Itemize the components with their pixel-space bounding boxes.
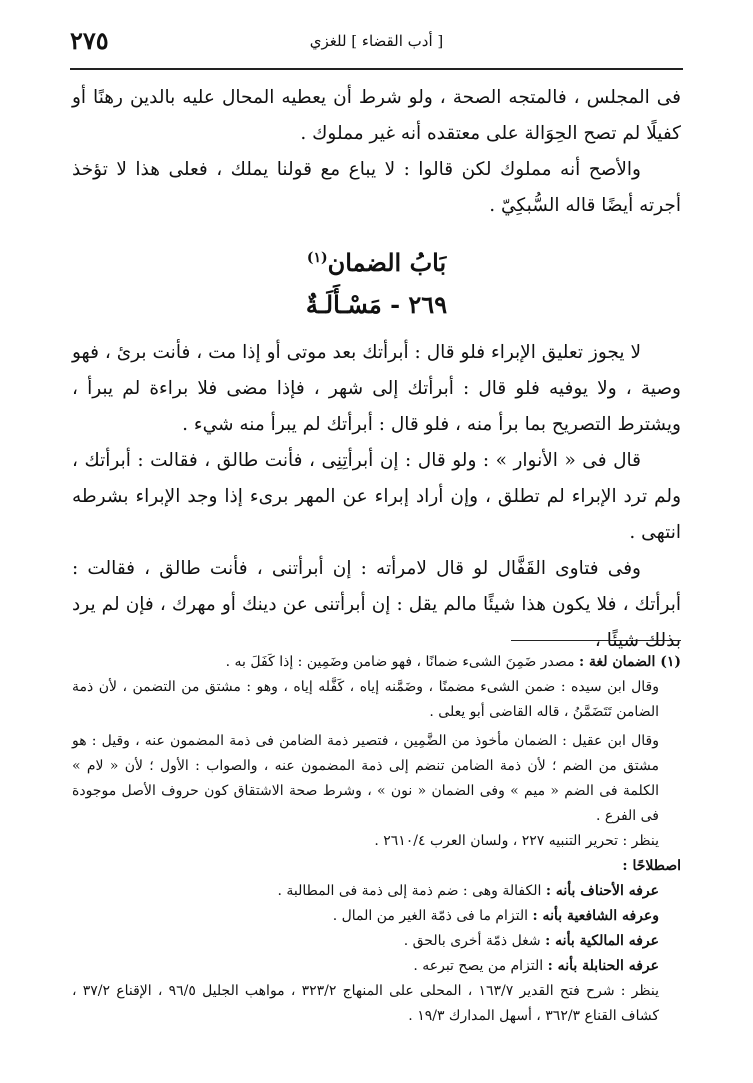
definition-2 bbox=[72, 904, 681, 929]
definition-2-text: التزام ما فى ذمّة الغير من المال . bbox=[332, 908, 529, 924]
definition-4-text: التزام من يصح تبرعه . bbox=[413, 958, 544, 974]
references: ينظر : شرح فتح القدير ١٦٣/٧ ، المحلى على المنهاج ٣٢٣/٢ ، مواهب الجليل ٩٦/٥ ، الإقناع ٣٧/٢ ، كشاف القناع ٣٦٢/٣ ، أسهل المدارك ١٩/٣ . bbox=[72, 983, 660, 1024]
definition-4 bbox=[72, 954, 681, 979]
paragraph-1: فى المجلس ، فالمتجه الصحة ، ولو شرط أن يعطيه المحال عليه بالدين رهنًا أو كفيلًا لم تصح الحِوَالة على معتقده أنه غير مملوك . bbox=[72, 87, 681, 144]
definition-3-text: شغل ذمّة أخرى بالحق . bbox=[403, 933, 541, 949]
footnote-3: وقال ابن عقيل : الضمان مأخوذ من الضَّمِين ، فتصير ذمة الضامن فى ذمة المضمون عنه ، وقيل : هو مشتق من الضم ؛ لأن ذمة الضامن تنضم إلى ذمة المضمون عنه ، والصواب : الأول ؛ لأن « لام » الكلمة فى الضم « ميم » وفى الضمان « نون » ، وشرط صحة الاشتقاق كون حروف الأصل موجودة فى الفرع . bbox=[72, 733, 659, 824]
section-title: بَابُ الضمان bbox=[327, 248, 447, 277]
running-title: [ أدب القضاء ] للغزي bbox=[309, 32, 444, 50]
footnote-5-label: اصطلاحًا : bbox=[622, 858, 681, 874]
footnotes bbox=[72, 650, 681, 1029]
paragraph-2: والأصح أنه مملوك لكن قالوا : لا يباع مع قولنا يملك ، فعلى هذا لا تؤخذ أجرته أيضًا قاله السُّبكِيّ . bbox=[72, 159, 681, 216]
footnote-1-label: (١) الضمان لغة : bbox=[578, 654, 681, 670]
footnote-rule bbox=[511, 640, 681, 641]
page-header bbox=[70, 26, 683, 66]
footnote-1 bbox=[72, 650, 681, 675]
definition-3-label: عرفه المالكية بأنه : bbox=[545, 933, 659, 949]
paragraph-5: وفى فتاوى القَفَّال لو قال لامرأته : إن أبرأتنى ، فأنت طالق ، فقالت : أبرأتك ، فلا يكون هذا شيئًا مالم يقل : إن أبرأتنى عن دينك أو مهرك ، فإن لم يرد بذلك شيئًا ، bbox=[72, 558, 681, 651]
definition-4-label: عرفه الحنابلة بأنه : bbox=[547, 958, 659, 974]
issue-heading: ٢٦٩ - مَسْـأَلَـةٌ bbox=[305, 290, 448, 319]
paragraph-3: لا يجوز تعليق الإبراء فلو قال : أبرأتك بعد موتى أو إذا مت ، فأنت برئ ، فهو وصية ، ولا يوفيه فلو قال : أبرأتك إلى شهر ، فإذا مضى فلا براءة لم يبرأ ، ويشترط التصريح بما برأ منه ، فلو قال : أبرأتك لم يبرأ منه شيء . bbox=[72, 342, 681, 435]
definition-3 bbox=[72, 929, 681, 954]
main-text bbox=[72, 80, 681, 659]
definition-2-label: وعرفه الشافعية بأنه : bbox=[532, 908, 659, 924]
section-heading bbox=[72, 238, 681, 283]
footnote-4: ينظر : تحرير التنبيه ٢٢٧ ، ولسان العرب ٢٦١٠/٤ . bbox=[374, 833, 659, 849]
paragraph-4: قال فى « الأنوار » : ولو قال : إن أبرأتِنِى ، فأنت طالق ، فقالت : أبرأتك ، ولم ترد الإبراء لم تطلق ، وإن أراد إبراء عن المهر برىء إذا وجد الإبراء بشرطه انتهى . bbox=[72, 450, 681, 543]
footnote-2: وقال ابن سيده : ضمن الشىء مضمنًا ، وضَمَّنه إياه ، كَفَّله إياه ، وهو : مشتق من التضمن ، لأن ذمة الضامن تَتَضَمَّنُ ، قاله القاضى أبو يعلى . bbox=[72, 679, 659, 720]
definition-1-text: الكفالة وهى : ضم ذمة إلى ذمة فى المطالبة . bbox=[277, 883, 542, 899]
footnote-ref: (١) bbox=[306, 250, 328, 266]
definition-1 bbox=[72, 879, 681, 904]
header-rule bbox=[70, 68, 683, 70]
footnote-1-text: مصدر ضَمِنَ الشىء ضمانًا ، فهو ضامن وضَمِين : إذا كَفَلَ به . bbox=[225, 654, 575, 670]
page-number: ٢٧٥ bbox=[70, 26, 109, 55]
footnote-5 bbox=[72, 854, 681, 879]
definition-1-label: عرفه الأحناف بأنه : bbox=[545, 883, 659, 899]
